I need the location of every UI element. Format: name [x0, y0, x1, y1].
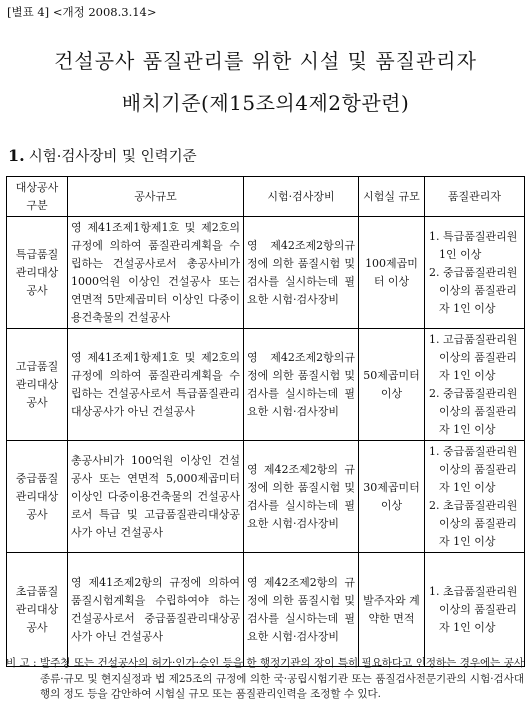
table-row — [7, 553, 525, 667]
remarks-label: 비 고 : — [6, 657, 37, 669]
table-row — [7, 441, 525, 553]
document-title: 건설공사 품질관리를 위한 시설 및 품질관리자 — [54, 49, 477, 73]
cell-scale: 총공사비가 100억원 이상인 건설공사 또는 연면적 5,000제곱미터 이상인 다중이용건축물의 건설공사로서 특급 및 고급품질관리대상공사가 아닌 건설공사 — [68, 441, 244, 553]
cell-lab: 30제곱미터 이상 — [359, 441, 425, 553]
remarks — [6, 656, 524, 703]
cell-managers — [425, 553, 525, 667]
manager-item: 1. 고급품질관리원 이상의 품질관리자 1인 이상 — [429, 332, 518, 382]
cell-equipment: 영 제42조제2항의 규정에 의한 품질시험 및 검사를 실시하는데 필요한 시험·검사장비 — [244, 441, 359, 553]
header-cell-scale: 공사규모 — [68, 177, 244, 217]
section-label: 시험·검사장비 및 인력기준 — [28, 149, 197, 165]
cell-category: 중급품질 관리대상 공사 — [7, 441, 68, 553]
section-heading — [8, 145, 197, 166]
cell-category: 특급품질 관리대상 공사 — [7, 217, 68, 329]
manager-item: 1. 특급품질관리원 1인 이상 — [429, 229, 518, 261]
header-cell-equipment: 시험·검사장비 — [244, 177, 359, 217]
document-subtitle: 배치기준(제15조의4제2항관련) — [121, 91, 410, 115]
requirements-table — [6, 176, 525, 667]
cell-category: 초급품질 관리대상 공사 — [7, 553, 68, 667]
header-cell-category: 대상공사 구분 — [7, 177, 68, 217]
table-row — [7, 329, 525, 441]
cell-scale: 영 제41조제1항제1호 및 제2호의 규정에 의하여 품질관리계획을 수립하는 건설공사로서 총공사비가 1000억원 이상인 건설공사 또는 연면적 5만제곱미터 이상인 다중이용건축물의 건설공사 — [68, 217, 244, 329]
cell-lab: 50제곱미터 이상 — [359, 329, 425, 441]
cell-scale: 영 제41조제1항제1호 및 제2호의 규정에 의하여 품질관리계획을 수립하는 건설공사로서 특급품질관리대상공사가 아닌 건설공사 — [68, 329, 244, 441]
manager-item: 1. 중급품질관리원 이상의 품질관리자 1인 이상 — [429, 444, 518, 494]
header-cell-managers: 품질관리자 — [425, 177, 525, 217]
cell-lab: 100제곱미터 이상 — [359, 217, 425, 329]
manager-item: 1. 초급품질관리원 이상의 품질관리자 1인 이상 — [429, 584, 518, 634]
appendix-tag: [별표 4] <개정 2008.3.14> — [7, 5, 157, 19]
manager-item: 2. 중급품질관리원 이상의 품질관리자 1인 이상 — [429, 265, 518, 315]
cell-equipment: 영 제42조제2항의규정에 의한 품질시험 및 검사를 실시하는데 필요한 시험·검사장비 — [244, 329, 359, 441]
section-number: 1. — [8, 146, 25, 165]
cell-managers — [425, 441, 525, 553]
cell-managers — [425, 217, 525, 329]
manager-item: 2. 중급품질관리원 이상의 품질관리자 1인 이상 — [429, 386, 518, 436]
table-header-row — [7, 177, 525, 217]
cell-lab: 발주자와 계약한 면적 — [359, 553, 425, 667]
header-cell-lab: 시험실 규모 — [359, 177, 425, 217]
cell-category: 고급품질 관리대상 공사 — [7, 329, 68, 441]
cell-equipment: 영 제42조제2항의 규정에 의한 품질시험 및 검사를 실시하는데 필요한 시험·검사장비 — [244, 553, 359, 667]
cell-equipment: 영 제42조제2항의규정에 의한 품질시험 및 검사를 실시하는데 필요한 시험·검사장비 — [244, 217, 359, 329]
table-row — [7, 217, 525, 329]
manager-item: 2. 초급품질관리원 이상의 품질관리자 1인 이상 — [429, 498, 518, 548]
remarks-text: 발주청 또는 건설공사의 허가·인가·승인 등을 한 행정기관의 장이 특히 필요하다고 인정하는 경우에는 공사종류·규모 및 현지실정과 법 제25조의 규정에 의한 국·공립시험기관 또는 품질검사전문기관의 시험·검사대행의 정도 등을 감안하여 시험실 규모 또는 품질관리인력을 조정할 수 있다. — [40, 657, 524, 700]
cell-managers — [425, 329, 525, 441]
cell-scale: 영 제41조제2항의 규정에 의하여 품질시험계획을 수립하여야 하는 건설공사로서 중급품질관리대상공사가 아닌 건설공사 — [68, 553, 244, 667]
